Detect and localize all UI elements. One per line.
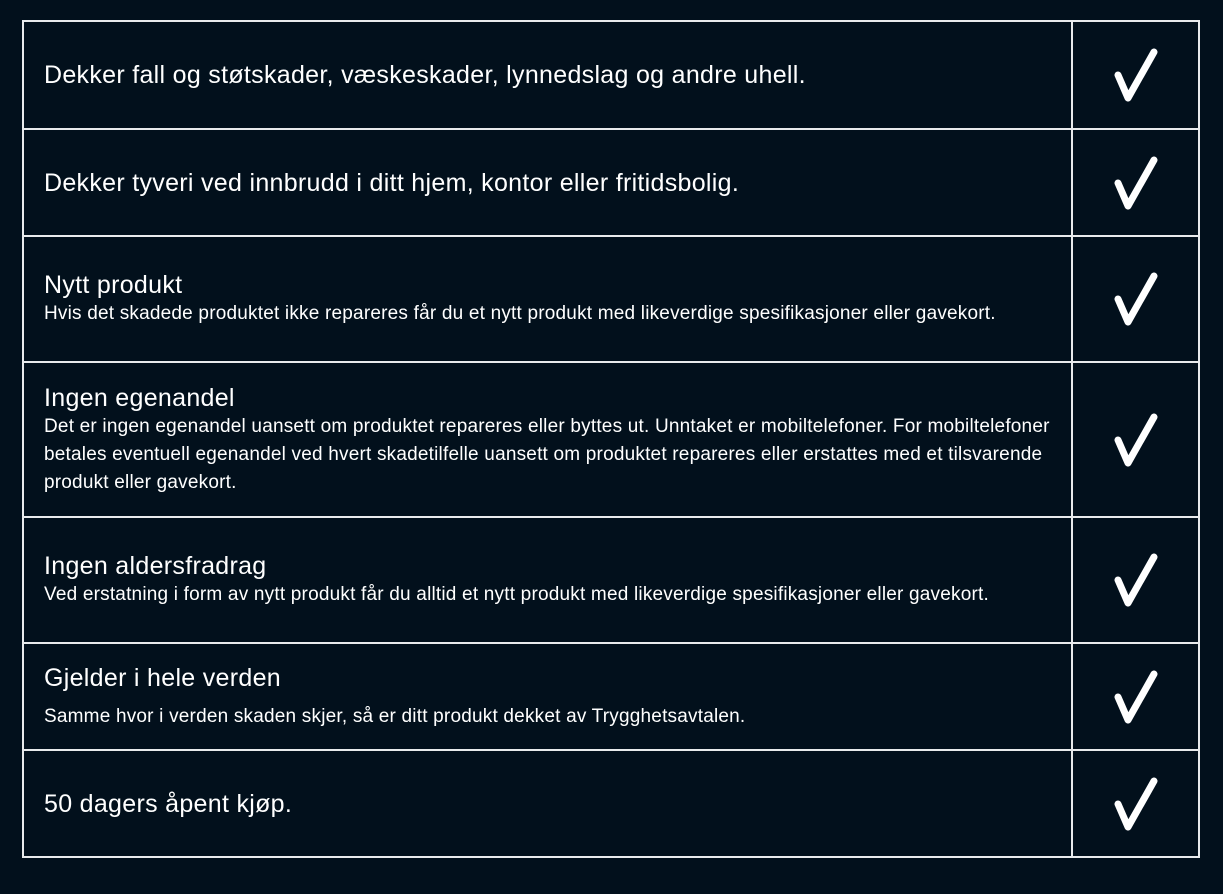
row-text-cell xyxy=(24,518,1073,642)
row-title: Ingen egenandel xyxy=(44,383,235,412)
row-check-cell xyxy=(1073,751,1198,856)
row-check-cell xyxy=(1073,518,1198,642)
row-title: Ingen aldersfradrag xyxy=(44,552,267,580)
checkmark-icon xyxy=(1114,670,1158,724)
row-text-cell xyxy=(24,363,1073,516)
coverage-table xyxy=(22,20,1200,858)
row-check-cell xyxy=(1073,22,1198,128)
row-text-cell xyxy=(24,644,1073,749)
table-row xyxy=(24,363,1198,518)
row-text-cell xyxy=(24,237,1073,361)
row-description: Ved erstatning i form av nytt produkt får du alltid et nytt produkt med likeverdige spesifikasjoner eller gavekort. xyxy=(44,584,989,605)
table-row xyxy=(24,22,1198,130)
checkmark-icon xyxy=(1114,156,1158,210)
table-row xyxy=(24,644,1198,751)
row-description: Det er ingen egenandel uansett om produktet repareres eller byttes ut. Unntaket er mobiltelefoner. For mobiltelefoner betales eventuell egenandel ved hvert skadetilfelle uansett om produktet repareres eller erstattes med et tilsvarende produkt eller gavekort. xyxy=(44,415,1050,493)
row-check-cell xyxy=(1073,237,1198,361)
row-title: Dekker fall og støtskader, væskeskader, lynnedslag og andre uhell. xyxy=(44,61,806,89)
table-row xyxy=(24,130,1198,237)
row-title: Nytt produkt xyxy=(44,271,183,299)
row-text-cell xyxy=(24,751,1073,856)
table-row xyxy=(24,518,1198,644)
checkmark-icon xyxy=(1114,777,1158,831)
checkmark-icon xyxy=(1114,413,1158,467)
row-description: Hvis det skadede produktet ikke repareres får du et nytt produkt med likeverdige spesifikasjoner eller gavekort. xyxy=(44,303,996,324)
row-title: Gjelder i hele verden xyxy=(44,663,281,692)
row-text-cell xyxy=(24,130,1073,235)
row-check-cell xyxy=(1073,130,1198,235)
row-text-cell xyxy=(24,22,1073,128)
row-check-cell xyxy=(1073,644,1198,749)
row-description: Samme hvor i verden skaden skjer, så er ditt produkt dekket av Trygghetsavtalen. xyxy=(44,705,746,727)
row-title: 50 dagers åpent kjøp. xyxy=(44,789,293,818)
row-title: Dekker tyveri ved innbrudd i ditt hjem, kontor eller fritidsbolig. xyxy=(44,168,740,197)
row-check-cell xyxy=(1073,363,1198,516)
checkmark-icon xyxy=(1114,272,1158,326)
checkmark-icon xyxy=(1114,48,1158,102)
checkmark-icon xyxy=(1114,553,1158,607)
table-row xyxy=(24,237,1198,363)
table-row xyxy=(24,751,1198,856)
